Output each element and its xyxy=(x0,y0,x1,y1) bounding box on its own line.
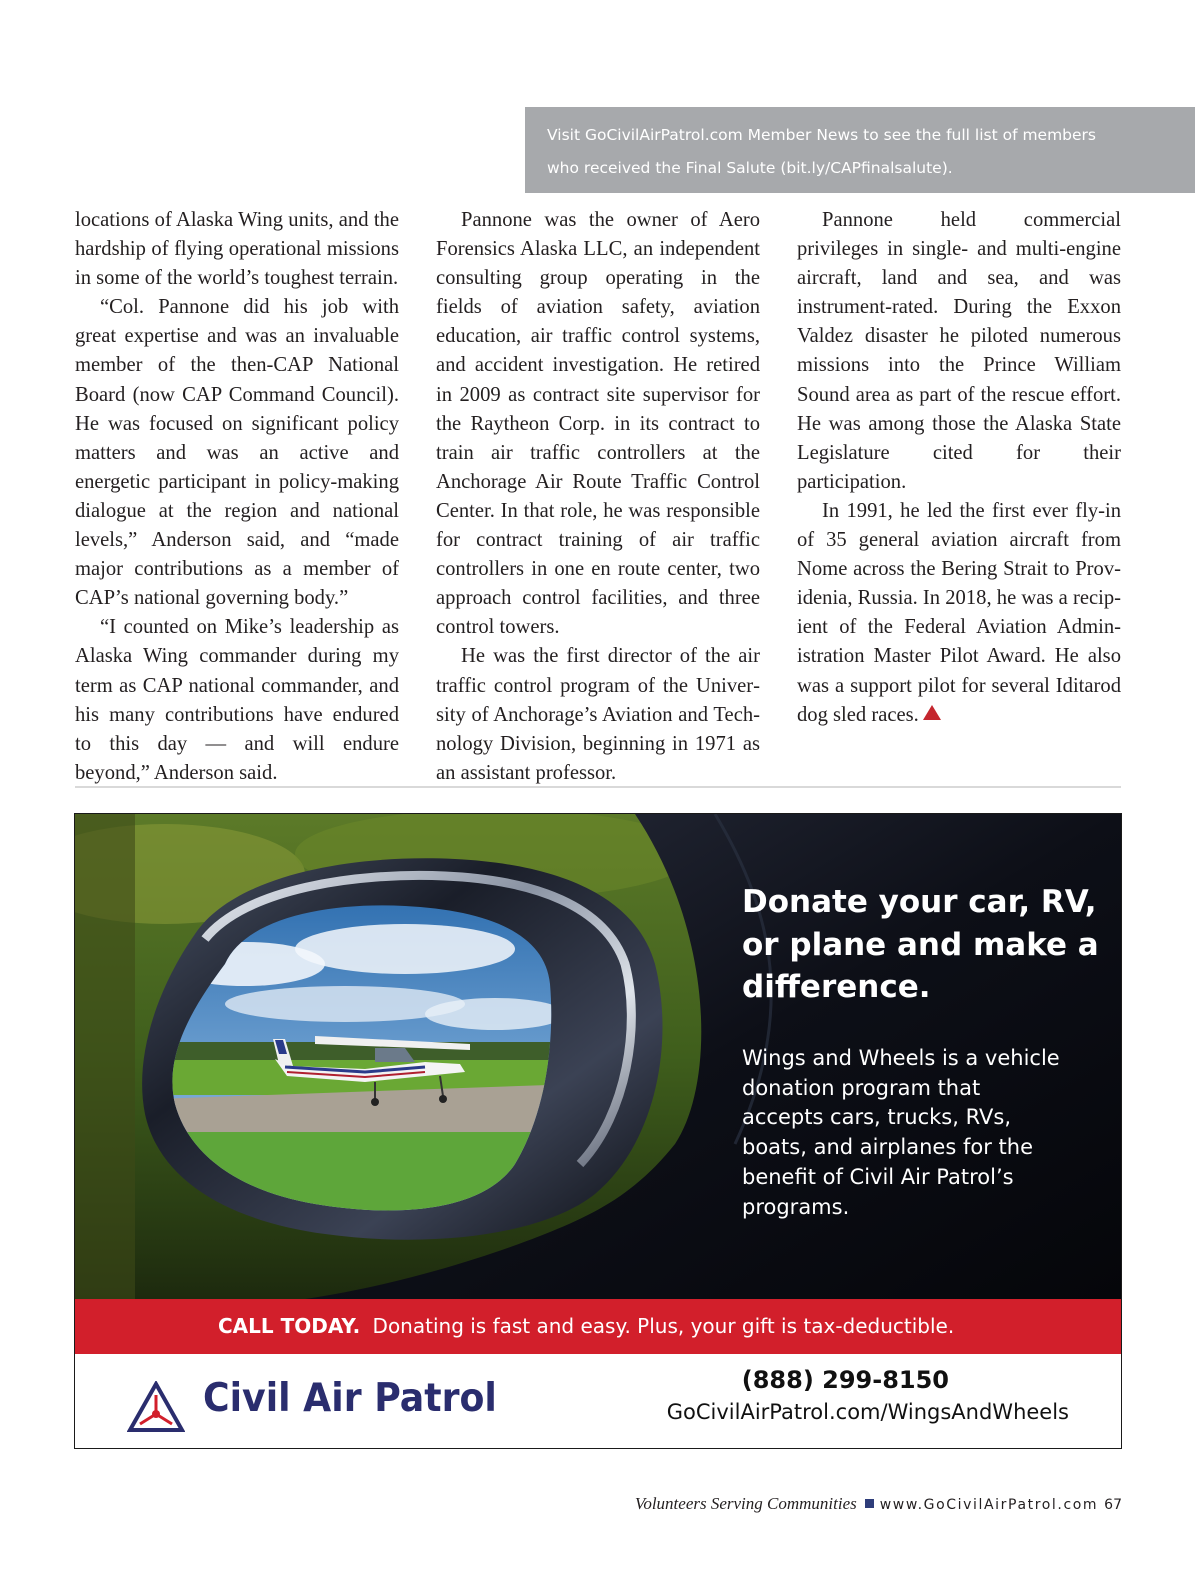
paragraph: “Col. Pannone did his job with great expertise and was an invaluable member of the then-CAP National Board (now CAP Command Council). He was focused on significant policy matters and was an active and energetic participant in policy-making dialogue at the region and national levels,” Anderson said, and “made major contributions as a member of CAP’s national governing body.” xyxy=(75,296,399,610)
phone-number: (888) 299-8150 xyxy=(741,1366,949,1394)
end-of-story-triangle-icon xyxy=(923,705,941,720)
headline-line: difference. xyxy=(742,969,931,1005)
paragraph-text: In 1991, he led the first ever fly-in of 35 general aviation aircraft from Nome across the Bering Strait to Providenia, Russia. In 2018, he was a recipient of the Federal Aviation Administration Master Pilot Award. He also was a support pilot for several Iditarod dog sled races. xyxy=(797,499,1121,726)
footer-tagline: Volunteers Serving Communities xyxy=(634,1494,857,1513)
page-number: 67 xyxy=(1104,1497,1122,1513)
ad-headline xyxy=(742,881,1102,1009)
body-line: donation program that xyxy=(742,1075,981,1100)
org-name: Civil Air Patrol xyxy=(203,1376,497,1421)
call-today-label: CALL TODAY. xyxy=(218,1314,361,1338)
final-salute-callout xyxy=(525,107,1195,193)
body-line: programs. xyxy=(742,1194,850,1219)
paragraph: He was the first director of the air traffic control program of the University of Anchorage’s Aviation and Technology Division, beginning in 1971 as an assistant professor. xyxy=(436,645,760,784)
paragraph: locations of Alaska Wing units, and the hardship of flying operational missions in some of the world’s toughest terrain. xyxy=(75,209,399,290)
footer-site[interactable]: www.GoCivilAirPatrol.com xyxy=(879,1497,1099,1513)
ad-body-text xyxy=(742,1044,1102,1222)
paragraph xyxy=(797,497,1121,730)
page-footer xyxy=(635,1494,1122,1514)
wings-and-wheels-ad xyxy=(74,813,1122,1449)
square-bullet-icon xyxy=(865,1499,874,1508)
section-divider xyxy=(75,786,1121,788)
call-today-band xyxy=(75,1299,1122,1354)
article-column-3 xyxy=(797,206,1121,730)
call-today-text: Donating is fast and easy. Plus, your gift is tax-deductible. xyxy=(372,1314,955,1338)
callout-line-2: who received the Final Salute (bit.ly/CAPfinalsalute). xyxy=(547,159,953,177)
article-column-2 xyxy=(436,206,760,788)
ad-contact-footer xyxy=(75,1354,1122,1449)
callout-line-1: Visit GoCivilAirPatrol.com Member News to see the full list of members xyxy=(547,126,1097,144)
civil-air-patrol-logo-icon xyxy=(127,1381,185,1433)
ad-url-link[interactable]: GoCivilAirPatrol.com/WingsAndWheels xyxy=(666,1400,1069,1424)
body-line: boats, and airplanes for the xyxy=(742,1135,1033,1160)
paragraph: Pannone was the owner of Aero Forensics Alaska LLC, an independent consulting group operating in the fields of aviation safety, aviation education, air traffic control systems, and accident investigation. He retired in 2009 as contract site supervisor for the Raytheon Corp. in its contract to train air traffic controllers at the Anchorage Air Route Traffic Control Center. In that role, he was responsible for contract training of air traffic controllers in one en route center, two approach control facilities, and three control towers. xyxy=(436,209,760,639)
body-line: benefit of Civil Air Patrol’s xyxy=(742,1164,1014,1189)
body-line: Wings and Wheels is a vehicle xyxy=(742,1046,1060,1070)
headline-line: or plane and make a xyxy=(742,926,1099,963)
ad-photo xyxy=(75,814,1122,1299)
headline-line: Donate your car, RV, xyxy=(742,884,1097,920)
paragraph: “I counted on Mike’s leadership as Alaska Wing commander during my term as CAP national commander, and his many contributions have endured to this day — and will endure beyond,” Anderson said. xyxy=(75,616,399,784)
paragraph: Pannone held commercial privileges in single- and multi-engine aircraft, land and sea, and was instrument-rated. During the Exxon Valdez disaster he piloted numerous missions into the Prince William Sound area as part of the rescue effort. He was among those the Alaska State Legislature cited for their participation. xyxy=(797,209,1121,493)
article-column-1 xyxy=(75,206,399,788)
body-line: accepts cars, trucks, RVs, xyxy=(742,1105,1012,1130)
